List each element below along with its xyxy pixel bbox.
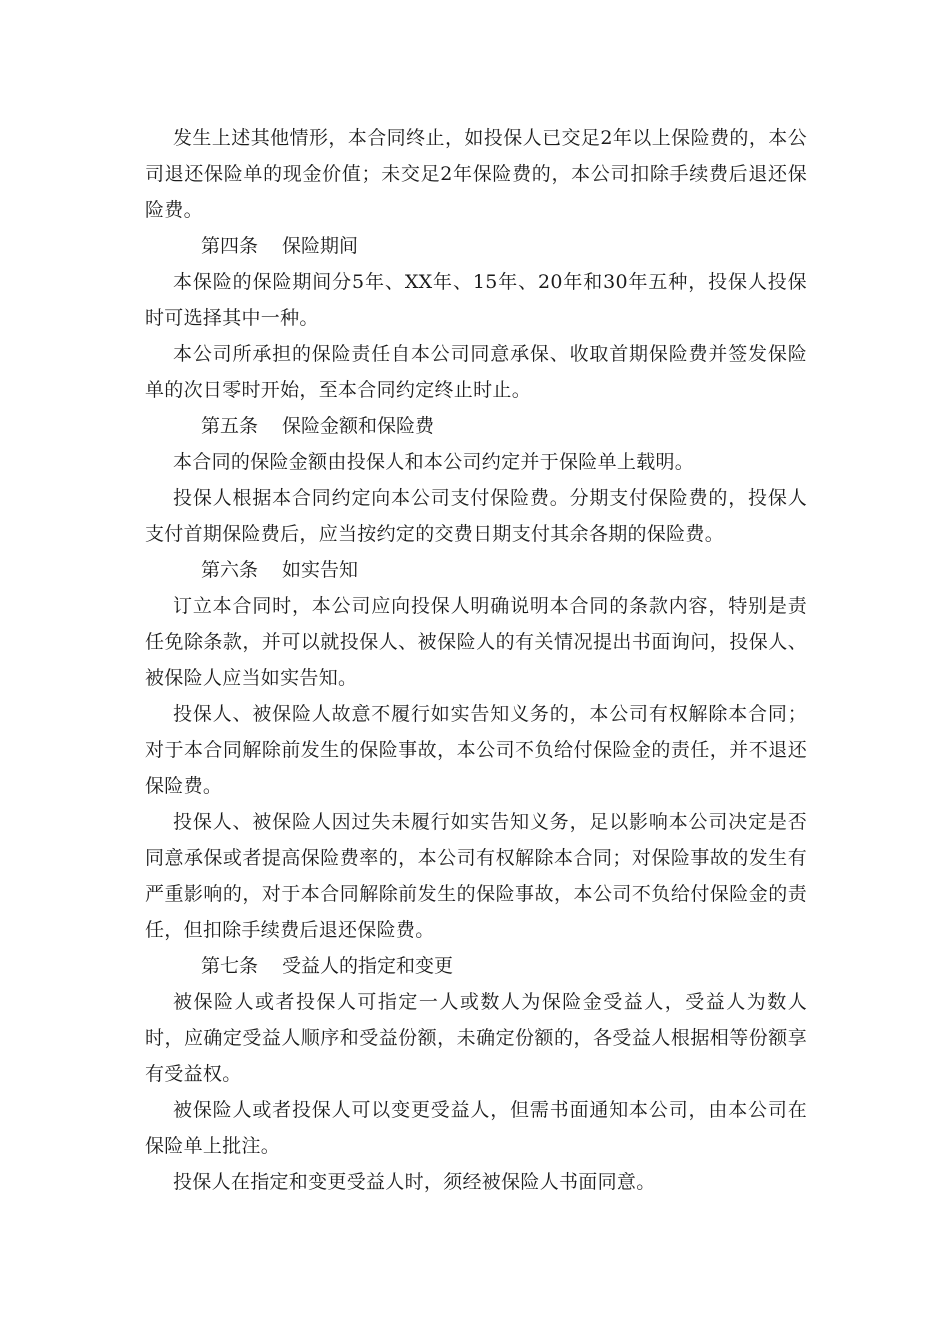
paragraph-premium-payment: 投保人根据本合同约定向本公司支付保险费。分期支付保险费的，投保人支付首期保险费后，应当按约定的交费日期支付其余各期的保险费。 [145,487,807,545]
article-6-title: 如实告知 [282,559,359,581]
paragraph-termination-refund: 发生上述其他情形，本合同终止，如投保人已交足2年以上保险费的，本公司退还保险单的现金价值；未交足2年保险费的，本公司扣除手续费后退还保险费。 [145,127,807,221]
article-4-heading [145,228,807,264]
article-7-title: 受益人的指定和变更 [282,955,454,977]
article-4-number: 第四条 [201,235,259,257]
paragraph-disclosure-duty: 订立本合同时，本公司应向投保人明确说明本合同的条款内容，特别是责任免除条款，并可以就投保人、被保险人的有关情况提出书面询问，投保人、被保险人应当如实告知。 [145,595,807,689]
article-5-title: 保险金额和保险费 [282,415,435,437]
article-7-number: 第七条 [201,955,259,977]
paragraph-negligent-nondisclosure: 投保人、被保险人因过失未履行如实告知义务，足以影响本公司决定是否同意承保或者提高保险费率的，本公司有权解除本合同；对保险事故的发生有严重影响的，对于本合同解除前发生的保险事故，本公司不负给付保险金的责任，但扣除手续费后退还保险费。 [145,811,807,941]
document-page [145,120,807,1200]
article-5-heading [145,408,807,444]
paragraph-beneficiary-change: 被保险人或者投保人可以变更受益人，但需书面通知本公司，由本公司在保险单上批注。 [145,1099,807,1157]
paragraph-beneficiary-designation: 被保险人或者投保人可指定一人或数人为保险金受益人，受益人为数人时，应确定受益人顺序和受益份额，未确定份额的，各受益人根据相等份额享有受益权。 [145,991,807,1085]
article-4-title: 保险期间 [282,235,359,257]
article-6-heading [145,552,807,588]
paragraph-insurance-period: 本保险的保险期间分5年、XX年、15年、20年和30年五种，投保人投保时可选择其中一种。 [145,271,807,329]
paragraph-insured-consent: 投保人在指定和变更受益人时，须经被保险人书面同意。 [173,1171,656,1193]
paragraph-coverage-start: 本公司所承担的保险责任自本公司同意承保、收取首期保险费并签发保险单的次日零时开始，至本合同约定终止时止。 [145,343,807,401]
article-7-heading [145,948,807,984]
article-6-number: 第六条 [201,559,259,581]
article-5-number: 第五条 [201,415,259,437]
paragraph-intentional-nondisclosure: 投保人、被保险人故意不履行如实告知义务的，本公司有权解除本合同；对于本合同解除前发生的保险事故，本公司不负给付保险金的责任，并不退还保险费。 [145,703,807,797]
paragraph-sum-insured: 本合同的保险金额由投保人和本公司约定并于保险单上载明。 [173,451,695,473]
